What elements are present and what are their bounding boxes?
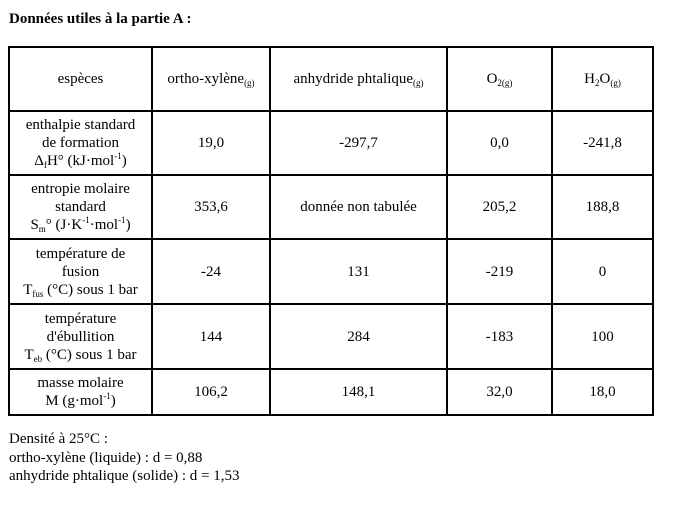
section-title: Données utiles à la partie A : xyxy=(9,11,192,27)
density-notes xyxy=(9,430,240,486)
header-o2: $O_{2(g)}$ xyxy=(447,47,552,111)
table-cell: 205,2 xyxy=(447,175,552,239)
row-label: température de fusion $T_{fus}$ (°C) sous 1 bar xyxy=(9,239,152,304)
table-cell: donnée non tabulée xyxy=(270,175,447,239)
row-label: entropie molaire standard $S_m^\circ$ $(J\cdot K^{-1}\cdot mol^{-1})$ xyxy=(9,175,152,239)
header-anhydride-phtalique: anhydride phtalique$_{(g)}$ xyxy=(270,47,447,111)
table-cell: 131 xyxy=(270,239,447,304)
table-cell: 32,0 xyxy=(447,369,552,415)
table-cell: 0 xyxy=(552,239,653,304)
table-cell: -24 xyxy=(152,239,270,304)
table-row-enthalpie xyxy=(9,111,653,175)
table-cell: 284 xyxy=(270,304,447,369)
table-cell: 148,1 xyxy=(270,369,447,415)
table-row-masse-molaire xyxy=(9,369,653,415)
table-cell: 353,6 xyxy=(152,175,270,239)
header-h2o: $H_2O_{(g)}$ xyxy=(552,47,653,111)
table-cell: 144 xyxy=(152,304,270,369)
table-cell: 188,8 xyxy=(552,175,653,239)
table-cell: 106,2 xyxy=(152,369,270,415)
table-row-fusion xyxy=(9,239,653,304)
row-label: masse molaire M (g·mol$^{-1}$) xyxy=(9,369,152,415)
table-header-row xyxy=(9,47,653,111)
row-label: enthalpie standard de formation $\Delta_fH^\circ$ (kJ·mol$^{-1}$) xyxy=(9,111,152,175)
density-anhydride-phtalique: anhydride phtalique (solide) : d = 1,53 xyxy=(9,468,240,484)
table-cell: -297,7 xyxy=(270,111,447,175)
density-ortho-xylene: ortho-xylène (liquide) : d = 0,88 xyxy=(9,449,203,466)
table-cell: -241,8 xyxy=(552,111,653,175)
table-cell: 100 xyxy=(552,304,653,369)
table-cell: -183 xyxy=(447,304,552,369)
table-cell: 18,0 xyxy=(552,369,653,415)
data-table xyxy=(8,46,654,416)
table-cell: -219 xyxy=(447,239,552,304)
table-row-ebullition xyxy=(9,304,653,369)
table-row-entropie xyxy=(9,175,653,239)
table-cell: 0,0 xyxy=(447,111,552,175)
table-cell: 19,0 xyxy=(152,111,270,175)
header-ortho-xylene: ortho-xylène$_{(g)}$ xyxy=(152,47,270,111)
density-heading: Densité à 25°C : xyxy=(9,431,108,447)
header-species: espèces xyxy=(9,47,152,111)
row-label: température d'ébullition $T_{eb}$ (°C) sous 1 bar xyxy=(9,304,152,369)
